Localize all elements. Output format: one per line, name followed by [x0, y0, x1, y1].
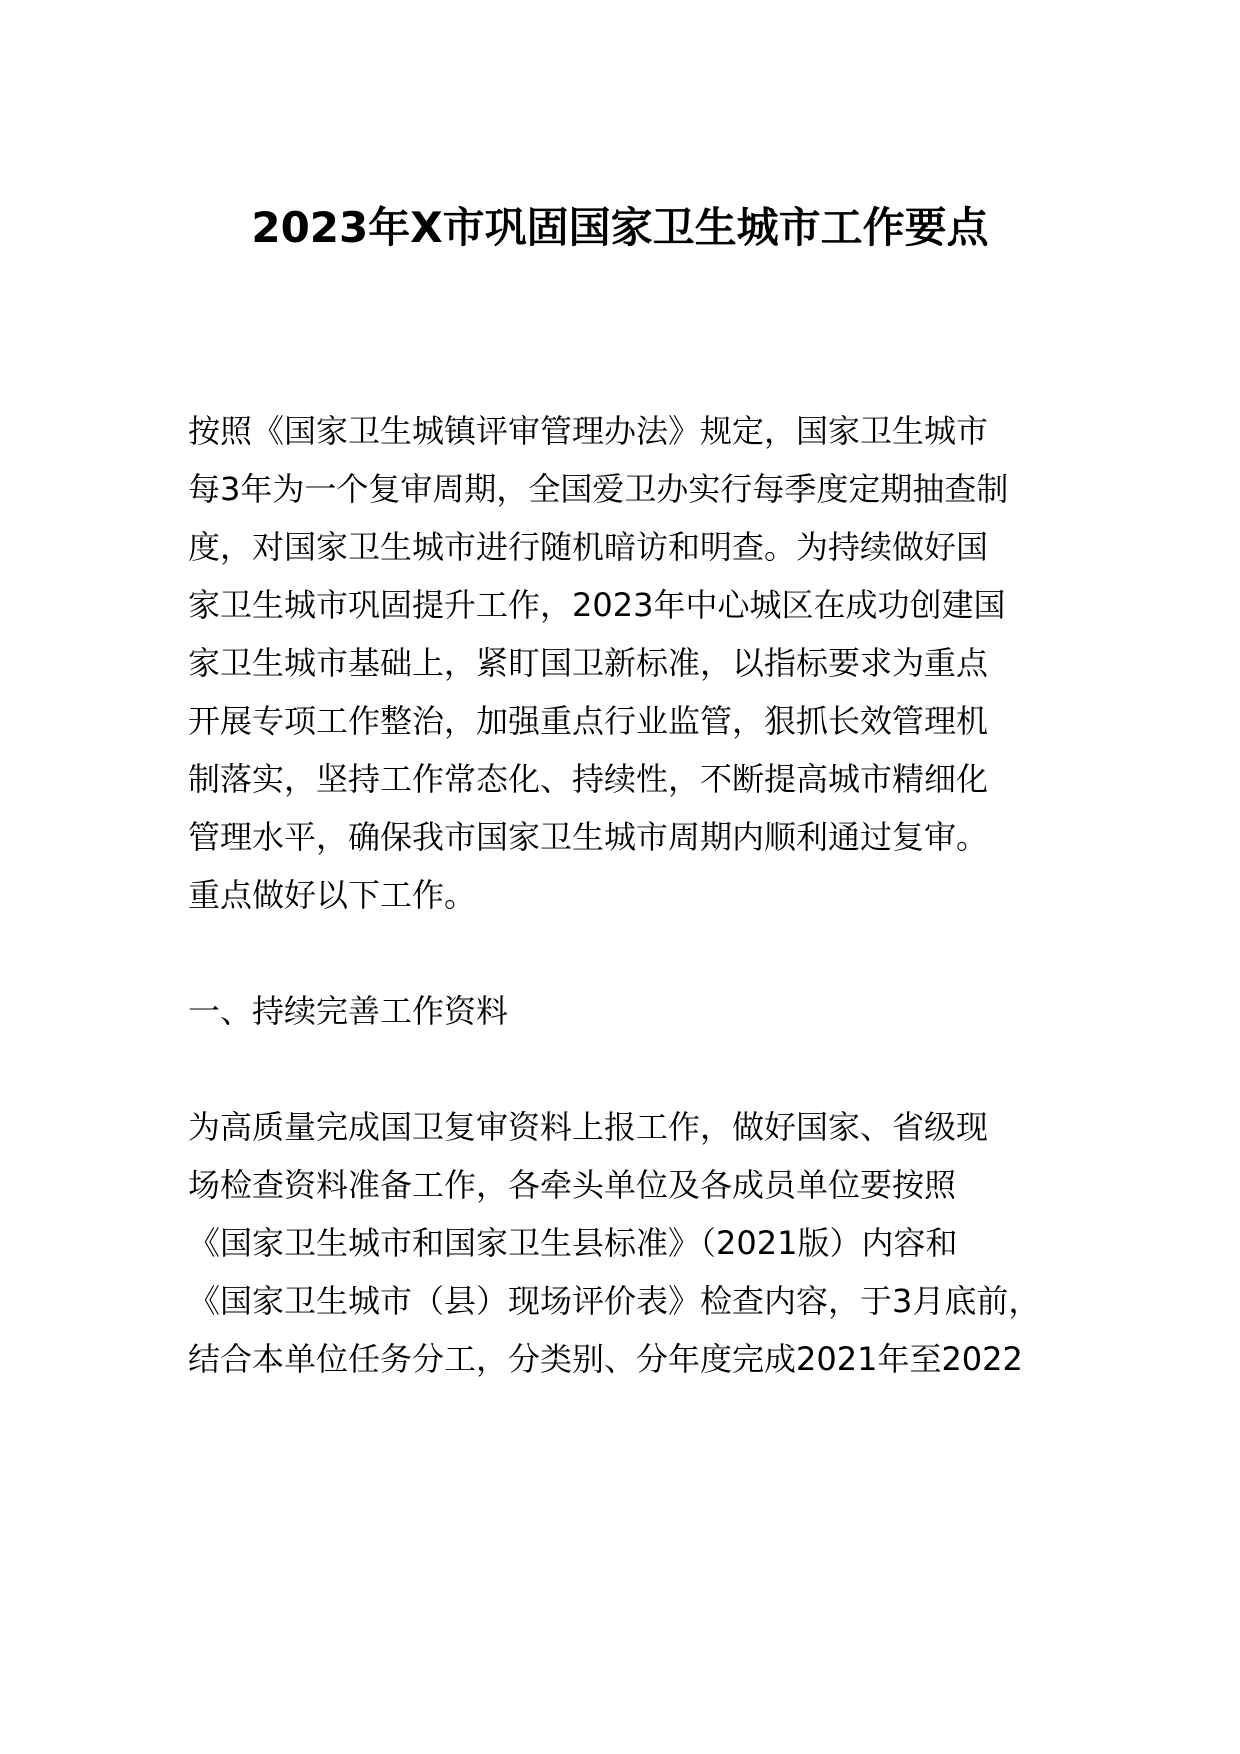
intro-line-1: 按照《国家卫生城镇评审管理办法》规定，国家卫生城市: [188, 412, 989, 450]
intro-line-3: 度，对国家卫生城市进行随机暗访和明查。为持续做好国: [188, 528, 989, 566]
section-1-line-5: 结合本单位任务分工，分类别、分年度完成2021年至2022: [188, 1340, 1023, 1378]
section-1-line-1: 为高质量完成国卫复审资料上报工作，做好国家、省级现: [188, 1108, 989, 1146]
section-1-line-2: 场检查资料准备工作，各牵头单位及各成员单位要按照: [188, 1166, 957, 1204]
document-title: 2023年X市巩固国家卫生城市工作要点: [251, 203, 989, 252]
intro-line-6: 开展专项工作整治，加强重点行业监管，狠抓长效管理机: [188, 702, 989, 740]
intro-line-4: 家卫生城市巩固提升工作，2023年中心城区在成功创建国: [188, 586, 1006, 624]
intro-line-7: 制落实，坚持工作常态化、持续性，不断提高城市精细化: [188, 760, 989, 798]
intro-line-9: 重点做好以下工作。: [188, 876, 477, 914]
intro-line-8: 管理水平，确保我市国家卫生城市周期内顺利通过复审。: [188, 818, 989, 856]
intro-line-5: 家卫生城市基础上，紧盯国卫新标准，以指标要求为重点: [188, 644, 989, 682]
intro-line-2: 每3年为一个复审周期，全国爱卫办实行每季度定期抽查制: [188, 470, 1009, 508]
section-1-line-3: 《国家卫生城市和国家卫生县标准》（2021版）内容和: [188, 1224, 958, 1262]
section-1-heading: 一、持续完善工作资料: [188, 992, 509, 1030]
section-1-line-4: 《国家卫生城市（县）现场评价表》检查内容，于3月底前，: [188, 1282, 1041, 1320]
